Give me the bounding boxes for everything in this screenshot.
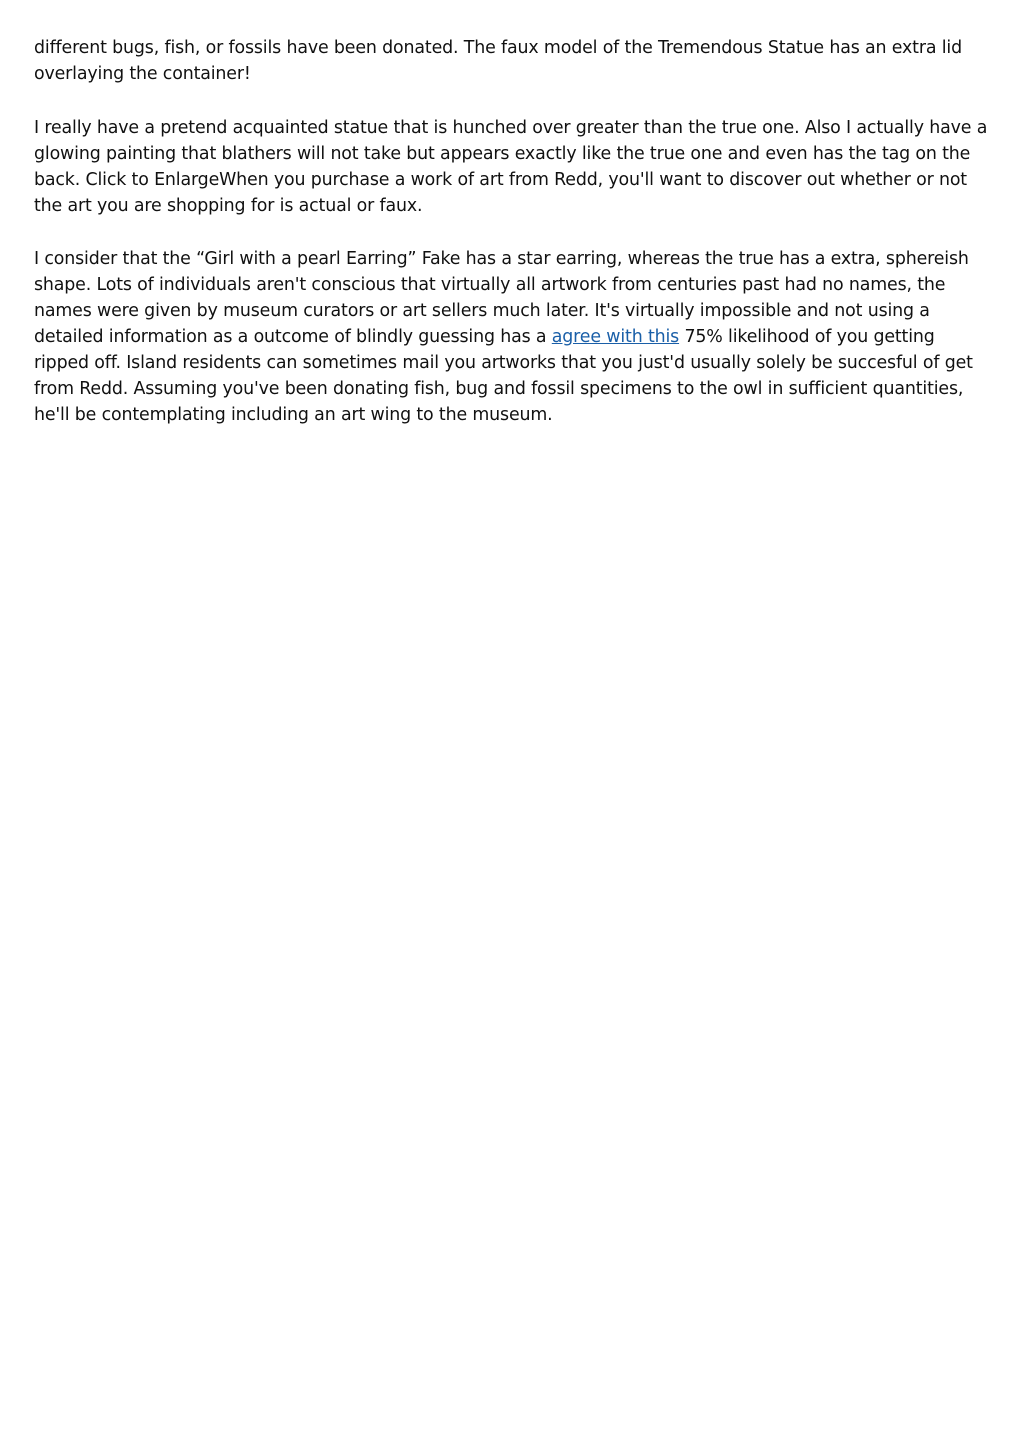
paragraph-2: I really have a pretend acquainted statue that is hunched over greater than the true one. Also I actually have a glowing painting that blathers will not take but appears exactly like the true one and even has the tag on the back. Click to EnlargeWhen you purchase a work of art from Redd, you'll want to discover out whether or not the art you are shopping for is actual or faux. xyxy=(34,117,988,216)
paragraph-3-text-after-link: 75% likelihood of you getting ripped off. Island residents can sometimes mail you artworks that you just'd usually solely be succesful of get from Redd. Assuming you've been donating fish, bug and fossil specimens to the owl in sufficient quantities, he'll be contemplating including an art wing to the museum. xyxy=(34,327,973,425)
paragraph-3-text-before-link: I consider that the “Girl with a pearl Earring” Fake has a star earring, whereas the true has a extra, sphereish shape. Lots of individuals aren't conscious that virtually all artwork from centuries past had no names, the names were given by museum curators or art sellers much later. It's virtually impossible and not using a detailed information as a outcome of blindly guessing has a xyxy=(34,249,969,348)
paragraph-1: different bugs, fish, or fossils have been donated. The faux model of the Tremendous Statue has an extra lid overlaying the container! xyxy=(34,38,962,84)
document-body xyxy=(34,36,994,457)
agree-with-this-link[interactable]: agree with this xyxy=(551,327,680,348)
paragraph-3 xyxy=(34,247,994,428)
